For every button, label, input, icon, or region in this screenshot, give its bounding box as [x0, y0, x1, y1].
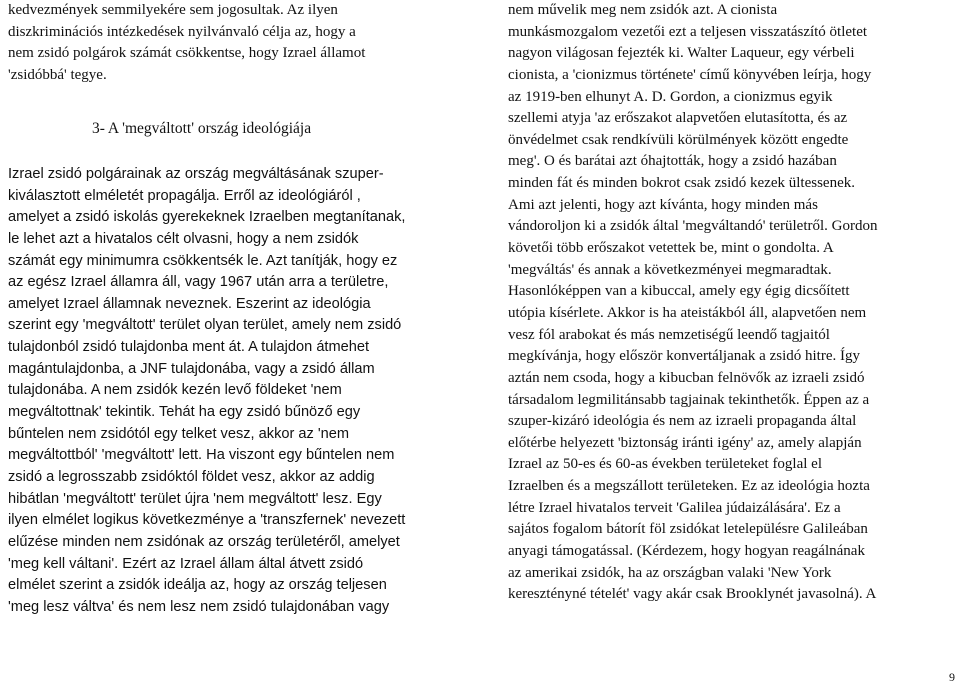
text-line: önvédelmet csak rendkívüli körülmények között engedte	[508, 131, 849, 148]
text-line: számát egy minimumra csökkentsék le. Azt tanítják, hogy ez	[8, 252, 398, 269]
text-line: megváltottnak' tekintik. Tehát ha egy zsidó bűnöző egy	[8, 404, 361, 421]
text-line: sajátos fogalom bátorít föl zsidókat letelepülésre Galileában	[508, 521, 868, 538]
text-line: keresztényné tételét' vagy akár csak Brooklynét javasolná). A	[508, 586, 877, 603]
text-line: aztán nem csoda, hogy a kibucban felnövők az izraeli zsidó	[508, 369, 865, 386]
text-line: vesz fól arabokat és más nemzetiségű leendő tagjaitól	[508, 326, 830, 343]
left-column-body	[8, 164, 468, 662]
text-line: követői több erőszakot vetettek be, mint o gondolta. A	[508, 240, 834, 257]
text-line: Izraelben és a megszállott területeken. Ez az ideológia hozta	[508, 478, 870, 495]
text-line: tulajdonból zsidó tulajdonba ment át. A tulajdon átmehet	[8, 339, 370, 356]
text-line: Izrael az 50-es és 60-as években területeket foglal el	[508, 456, 823, 473]
text-line	[8, 618, 468, 640]
text-line	[8, 640, 468, 662]
text-line: nem zsidó polgárok számát csökkentse, hogy Izrael államot	[8, 45, 366, 62]
text-line: kedvezmények semmilyekére sem jogosultak. Az ilyen	[8, 2, 338, 18]
text-line: zsidó a legrosszabb zsidóktól földet vesz, akkor az addig	[8, 468, 375, 485]
text-line: bűntelen nem zsidótól egy telket vesz, akkor az 'nem	[8, 425, 350, 442]
text-line: magántulajdonba, a JNF tulajdonába, vagy a zsidó állam	[8, 360, 375, 377]
text-line: tulajdonába. A nem zsidók kezén levő földeket 'nem	[8, 382, 342, 399]
text-line: az amerikai zsidók, ha az országban valaki 'New York	[508, 564, 832, 581]
text-line: cionista, a 'cionizmus története' című könyvében leírja, hogy	[508, 66, 872, 83]
text-line: Ami azt jelenti, hogy azt kívánta, hogy minden más	[508, 196, 818, 213]
text-line: nagyon világosan fejezték ki. Walter Laqueur, egy vérbeli	[508, 45, 855, 62]
text-line: elmélet szerint a zsidók ideálja az, hogy az ország teljesen	[8, 577, 387, 594]
text-line: 'meg lesz váltva' és nem lesz nem zsidó tulajdonában vagy	[8, 598, 390, 615]
text-line: az 1919-ben elhunyt A. D. Gordon, a cionizmus egyik	[508, 88, 833, 105]
text-line: létre Izrael hivatalos terveit 'Galilea júdaizálására'. Ez a	[508, 499, 841, 516]
text-line: 'zsidóbbá' tegye.	[8, 66, 107, 83]
right-column	[508, 0, 954, 606]
text-line: szuper-kizáró ideológia és nem az izraeli propaganda által	[508, 413, 857, 430]
text-line: le lehet azt a hivatalos célt olvasni, hogy a nem zsidók	[8, 230, 359, 247]
text-line: kiválasztott elméletét propagálja. Erről az ideológiáról ,	[8, 187, 361, 204]
text-line: minden fát és minden bokrot csak zsidó kezek ültessenek.	[508, 175, 855, 192]
left-column	[8, 0, 468, 87]
text-line: az egész Izrael államra áll, vagy 1967 után arra a területre,	[8, 274, 389, 291]
text-line: diszkriminációs intézkedések nyilvánvaló célja az, hogy a	[8, 23, 356, 40]
text-line: hibátlan 'megváltott' terület újra 'nem megváltott' lesz. Egy	[8, 490, 382, 507]
text-line: előtérbe helyezett 'biztonság iránti igény' az, amely alapján	[508, 434, 862, 451]
text-line: meg'. O és barátai azt óhajtották, hogy a zsidó hazában	[508, 153, 837, 170]
page-number: 9	[949, 670, 955, 684]
text-line: társadalom legmilitánsabb tagjainak tekinthetők. Éppen az a	[508, 391, 870, 408]
text-line: megváltottból' 'megváltott' lett. Ha viszont egy bűntelen nem	[8, 447, 395, 464]
text-line: megkívánja, hogy először konvertáljanak a zsidó hitre. Így	[508, 348, 860, 365]
text-line: szerint egy 'megváltott' terület olyan terület, amely nem zsidó	[8, 317, 402, 334]
text-line: vándoroljon ki a zsidók által 'megváltandó' területről. Gordon	[508, 218, 878, 235]
text-line: Izrael zsidó polgárainak az ország megváltásának szuper-	[8, 166, 384, 182]
text-line: 'meg kell váltani'. Ezért az Izrael állam által átvett zsidó	[8, 555, 364, 572]
text-line: ilyen elmélet logikus következménye a 'transzfernek' nevezett	[8, 512, 406, 529]
text-line: munkásmozgalom vezetői ezt a teljesen visszatászító ötletet	[508, 23, 868, 40]
text-line: amelyet Izrael államnak neveznek. Eszerint az ideológia	[8, 295, 371, 312]
text-line: amelyet a zsidó iskolás gyerekeknek Izraelben megtanítanak,	[8, 209, 406, 226]
text-line: 'megváltás' és annak a következményei megmaradtak.	[508, 261, 832, 278]
section-heading: 3- A 'megváltott' ország ideológiája	[92, 120, 312, 137]
text-line: Hasonlóképpen van a kibuccal, amely egy égig dicsőített	[508, 283, 850, 300]
text-line: elűzése minden nem zsidónak az ország területéről, amelyet	[8, 533, 400, 550]
text-line: szellemi atyja 'az erőszakot alapvetően elutasította, és az	[508, 110, 848, 127]
text-line: nem művelik meg nem zsidók azt. A cionista	[508, 2, 778, 18]
text-line: utópia kísérlete. Akkor is ha ateistákból áll, alapvetően nem	[508, 304, 867, 321]
text-line: anyagi támogatással. (Kérdezem, hogy hogyan reagálnának	[508, 543, 865, 560]
